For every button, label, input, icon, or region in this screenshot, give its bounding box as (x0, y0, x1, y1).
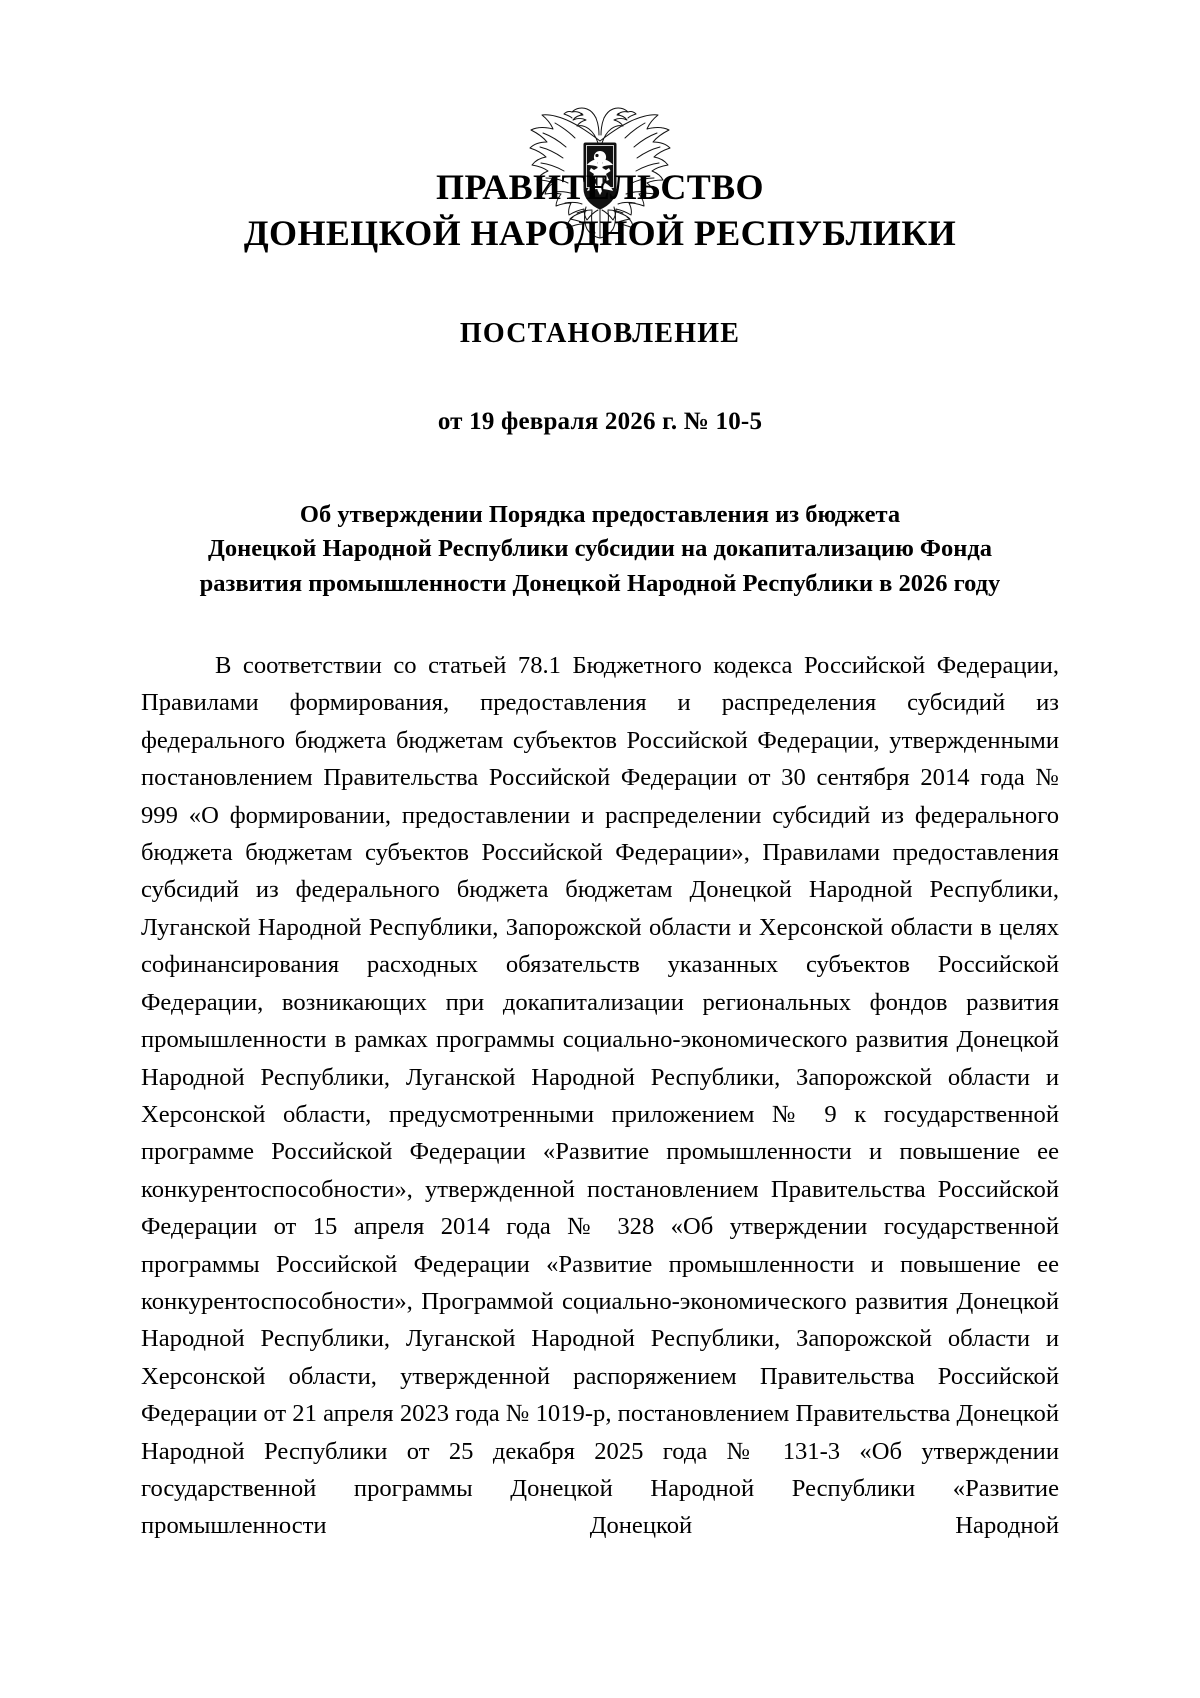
document-type-heading: ПОСТАНОВЛЕНИЕ (459, 318, 741, 350)
document-date-number: от 19 февраля 2026 г. № 10-5 (437, 408, 763, 436)
organization-title-line-1: ПРАВИТЕЛЬСТВО (436, 167, 764, 207)
organization-title-line-2: ДОНЕЦКОЙ НАРОДНОЙ РЕСПУБЛИКИ (243, 213, 957, 254)
organization-title (0, 164, 1200, 256)
document-subject-line-3: развития промышленности Донецкой Народной Республики в 2026 году (199, 569, 1001, 597)
document-body (141, 647, 1059, 1545)
document-subject (160, 498, 1040, 601)
emblem-container (0, 0, 1200, 150)
body-paragraph-1: В соответствии со статьей 78.1 Бюджетного кодекса Российской Федерации, Правилами формирования, предоставления и распределения субсидий из федерального бюджета бюджетам субъектов Российской Федерации, утвержденными постановлением Правительства Российской Федерации от 30 сентября 2014 года № 999 «О формировании, предоставлении и распределении субсидий из федерального бюджета бюджетам субъектов Российской Федерации», Правилами предоставления субсидий из федерального бюджета бюджетам Донецкой Народной Республики, Луганской Народной Республики, Запорожской области и Херсонской области в целях софинансирования расходных обязательств указанных субъектов Российской Федерации, возникающих при докапитализации региональных фондов развития промышленности в рамках программы социально-экономического развития Донецкой Народной Республики, Луганской Народной Республики, Запорожской области и Херсонской области, предусмотренными приложением № 9 к государственной программе Российской Федерации «Развитие промышленности и повышение ее конкурентоспособности», утвержденной постановлением Правительства Российской Федерации от 15 апреля 2014 года № 328 «Об утверждении государственной программы Российской Федерации «Развитие промышленности и повышение ее конкурентоспособности», Программой социально-экономического развития Донецкой Народной Республики, Луганской Народной Республики, Запорожской области и Херсонской области, утвержденной распоряжением Правительства Российской Федерации от 21 апреля 2023 года № 1019-р, постановлением Правительства Донецкой Народной Республики от 25 декабря 2025 года № 131-3 «Об утверждении государственной программы Донецкой Народной Республики «Развитие промышленности Донецкой Народной (141, 652, 1059, 1540)
document-subject-line-2: Донецкой Народной Республики субсидии на докапитализацию Фонда (208, 535, 992, 563)
document-subject-line-1: Об утверждении Порядка предоставления из бюджета (299, 501, 901, 529)
